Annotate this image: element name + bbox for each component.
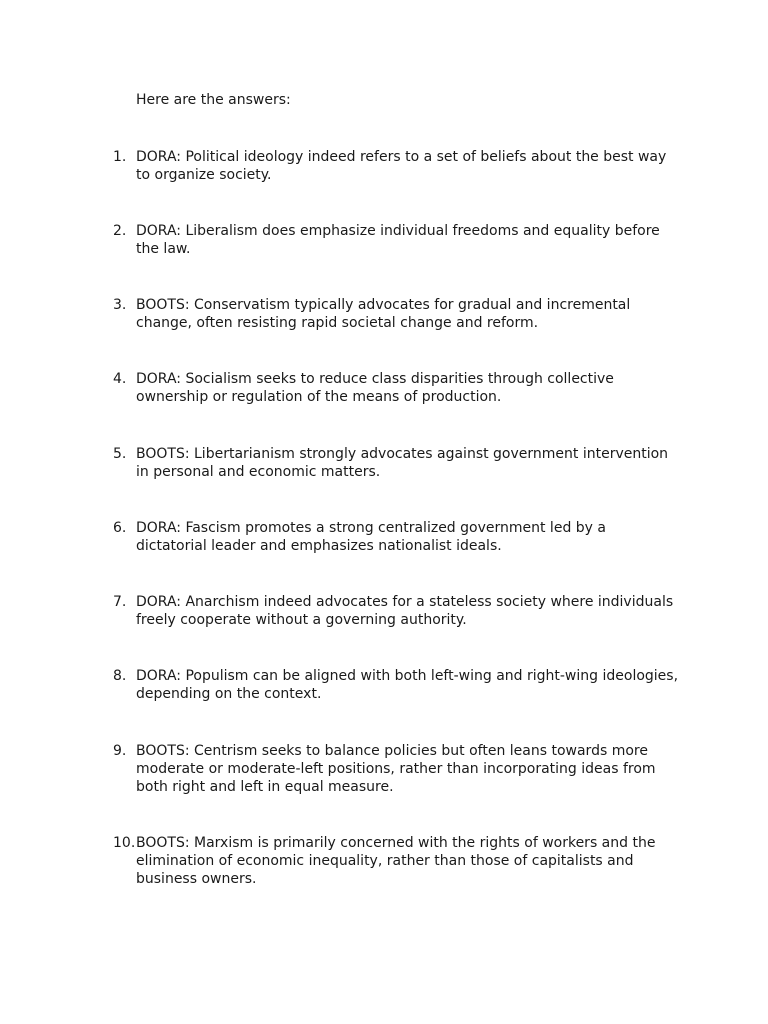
item-number: 2.: [113, 223, 127, 239]
item-number: 4.: [113, 371, 127, 387]
item-number: 8.: [113, 668, 127, 684]
item-text: DORA: Populism can be aligned with both left-wing and right-wing ideologies, depending on the context.: [136, 668, 679, 702]
item-text: DORA: Political ideology indeed refers to a set of beliefs about the best way to organize society.: [136, 149, 667, 183]
item-number: 9.: [113, 743, 127, 759]
item-text: DORA: Fascism promotes a strong centralized government led by a dictatorial leader and emphasizes nationalist ideals.: [136, 520, 606, 554]
item-text: BOOTS: Libertarianism strongly advocates against government intervention in personal and economic matters.: [136, 446, 669, 480]
item-number: 3.: [113, 297, 127, 313]
item-number: 5.: [113, 446, 127, 462]
item-text: BOOTS: Marxism is primarily concerned with the rights of workers and the elimination of economic inequality, rather than those of capitalists and business owners.: [136, 835, 656, 887]
item-text: BOOTS: Centrism seeks to balance policies but often leans towards more moderate or moderate-left positions, rather than incorporating ideas from both right and left in equal measure.: [136, 743, 656, 795]
item-number: 7.: [113, 594, 127, 610]
item-number: 6.: [113, 520, 127, 536]
item-text: DORA: Socialism seeks to reduce class disparities through collective ownership or regulation of the means of production.: [136, 371, 614, 405]
item-text: BOOTS: Conservatism typically advocates for gradual and incremental change, often resisting rapid societal change and reform.: [136, 297, 631, 331]
item-text: DORA: Anarchism indeed advocates for a stateless society where individuals freely cooperate without a governing authority.: [136, 594, 674, 628]
item-number: 10.: [113, 835, 136, 851]
intro-text: Here are the answers:: [136, 92, 291, 108]
item-text: DORA: Liberalism does emphasize individual freedoms and equality before the law.: [136, 223, 660, 257]
item-number: 1.: [113, 149, 127, 165]
